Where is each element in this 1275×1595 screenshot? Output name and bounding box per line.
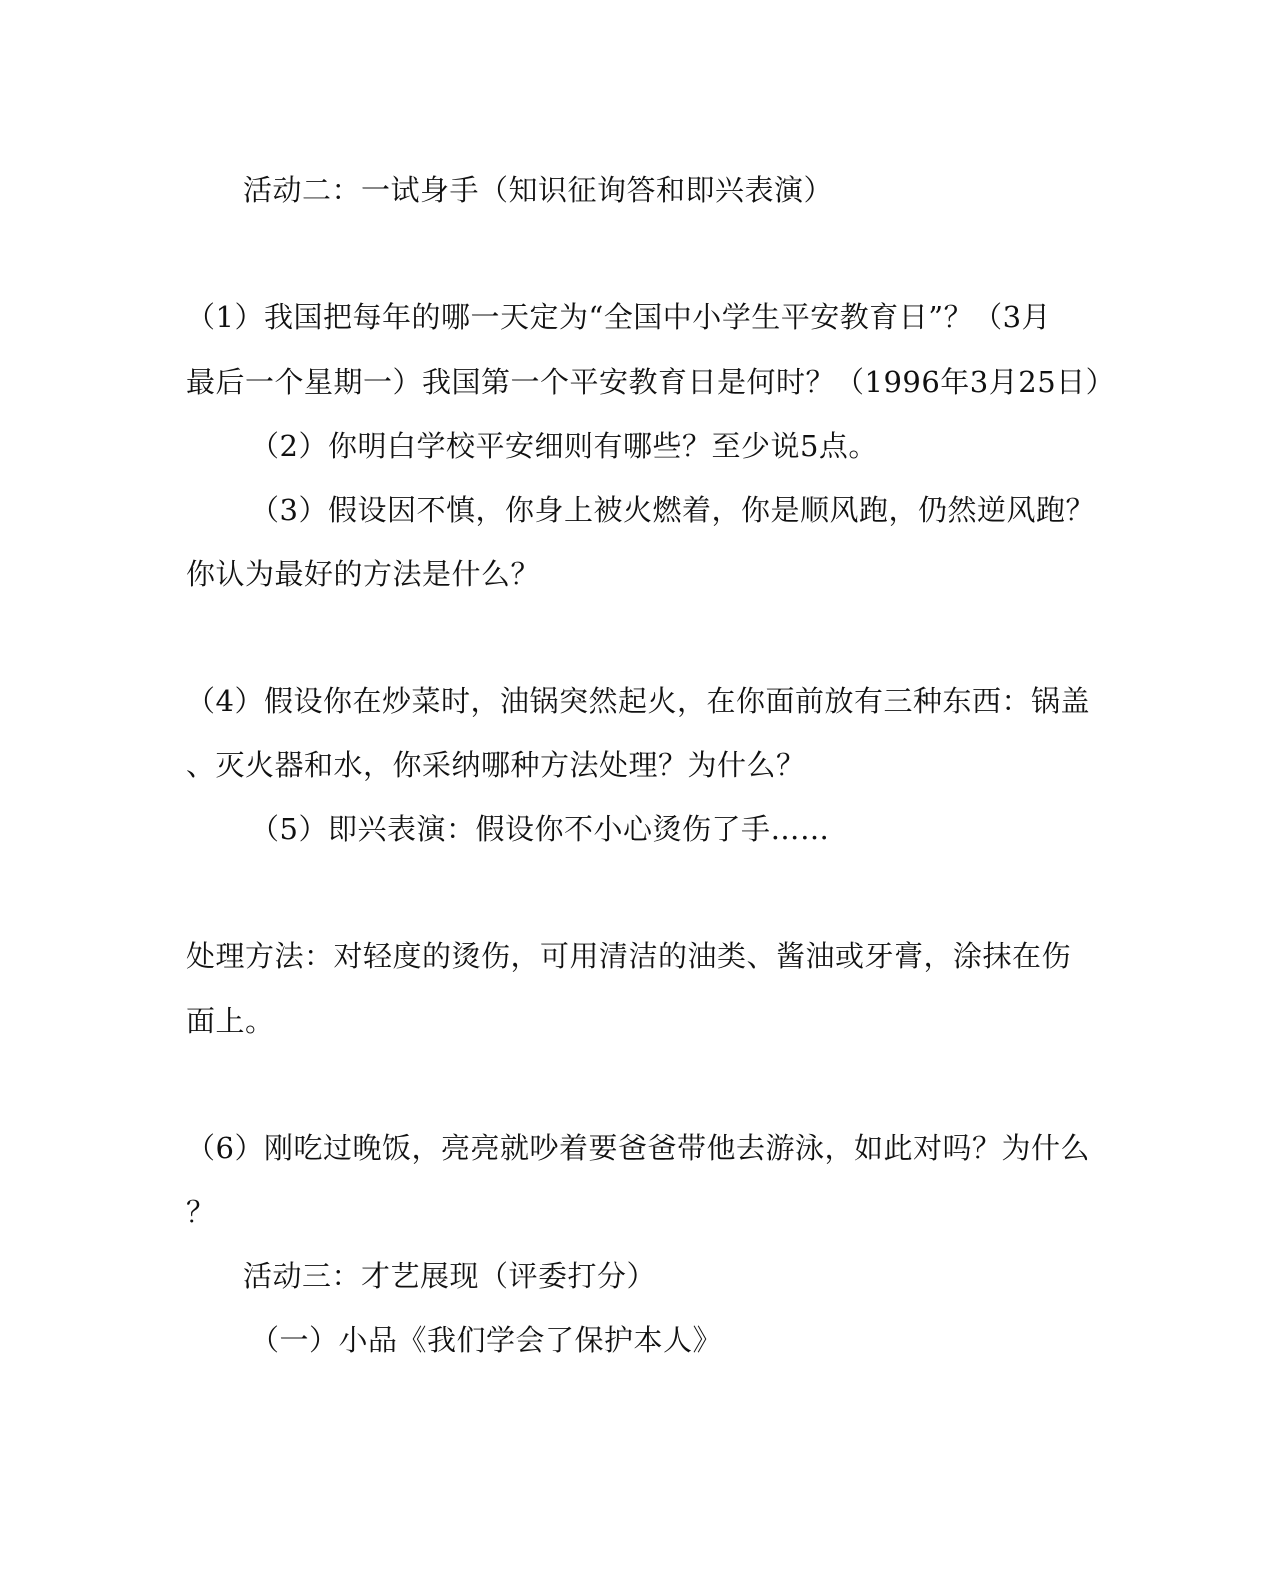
question-3-line-2: 你认为最好的方法是什么？: [186, 557, 541, 591]
treatment-method-line-2: 面上。: [186, 1004, 275, 1038]
question-4-line-2: 、灭火器和水，你采纳哪种方法处理？为什么？: [186, 748, 806, 782]
activity-two-heading: 活动二：一试身手（知识征询答和即兴表演）: [243, 173, 834, 207]
question-1-line-2: 最后一个星期一）我国第一个平安教育日是何时？（1996年3月25日）: [186, 365, 1116, 399]
treatment-method-line-1: 处理方法：对轻度的烫伤，可用清洁的油类、酱油或牙膏，涂抹在伤: [186, 939, 1072, 973]
question-3-line-1: （3）假设因不慎，你身上被火燃着，你是顺风跑，仍然逆风跑？: [250, 493, 1095, 527]
question-4-line-1: （4）假设你在炒菜时，油锅突然起火，在你面前放有三种东西：锅盖: [186, 684, 1090, 718]
skit-title: （一）小品《我们学会了保护本人》: [250, 1323, 723, 1357]
question-2: （2）你明白学校平安细则有哪些？至少说5点。: [250, 429, 878, 463]
question-6-line-2: ？: [186, 1195, 216, 1229]
question-6-line-1: （6）刚吃过晚饭，亮亮就吵着要爸爸带他去游泳，如此对吗？为什么: [186, 1131, 1090, 1165]
question-1-line-1: （1）我国把每年的哪一天定为“全国中小学生平安教育日”？（3月: [186, 300, 1052, 334]
activity-three-heading: 活动三：才艺展现（评委打分）: [243, 1259, 657, 1293]
question-5: （5）即兴表演：假设你不小心烫伤了手……: [250, 812, 830, 846]
